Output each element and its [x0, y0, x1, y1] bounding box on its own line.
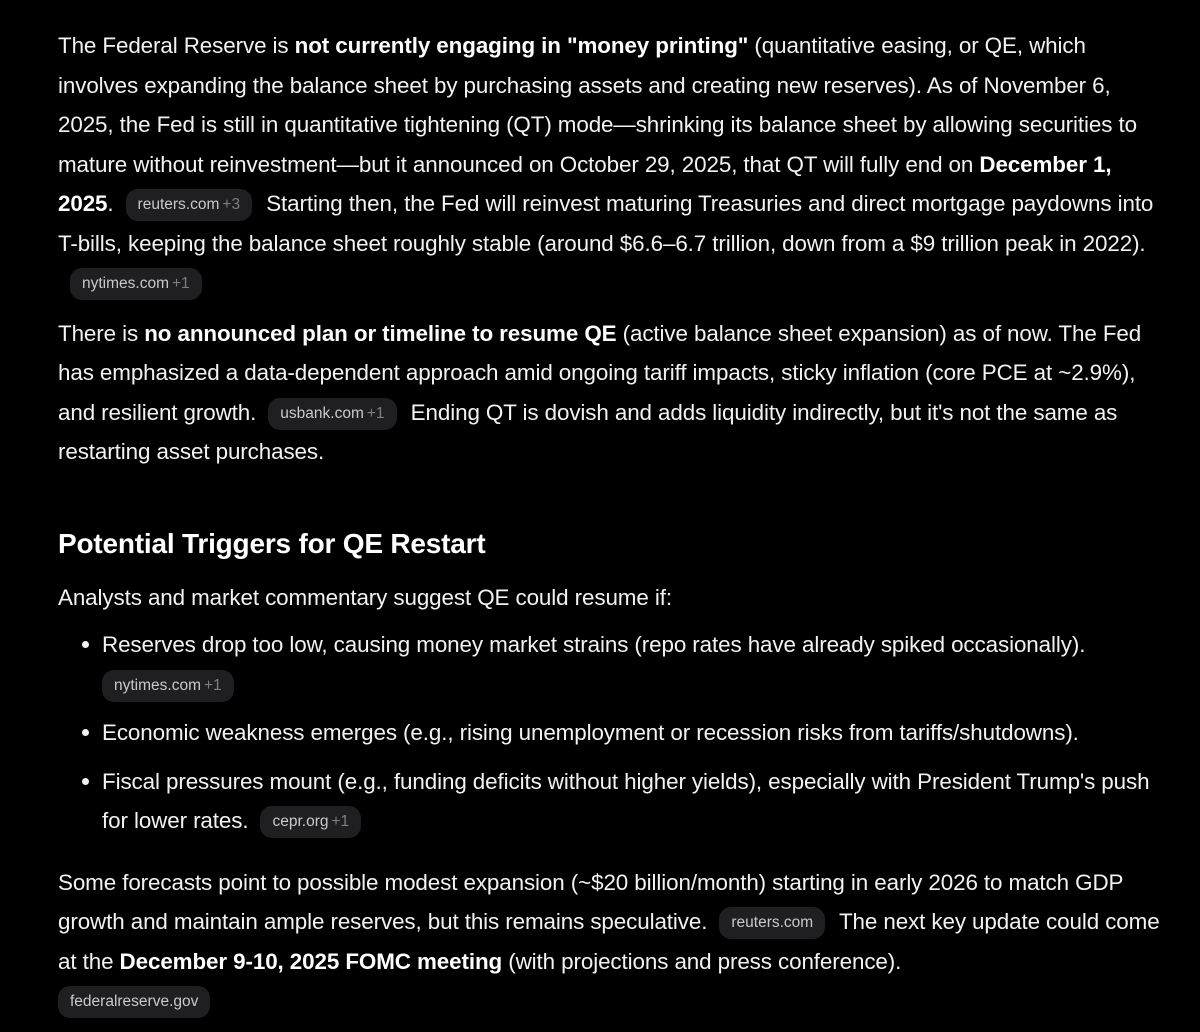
paragraph-forecast [58, 863, 1160, 1021]
citation-count: +3 [222, 196, 241, 213]
text: There is [58, 320, 145, 346]
bold-text: no announced plan or timeline to resume QE [144, 320, 617, 346]
citation-source: cepr.org [272, 813, 329, 830]
section-intro: Analysts and market commentary suggest QE could resume if: [58, 584, 672, 610]
text: (quantitative easing, or QE, which involves expanding the balance sheet by purchasing assets and creating new reserves). As of November 6, 2025, the Fed is still in quantitative tightening (QT) mode—shrinking its balance sheet by allowing securities to mature without reinvestment—but it announced on October 29, 2025, that QT will fully end on [58, 33, 1137, 177]
trigger-list [58, 625, 1160, 841]
bold-date: December 1, 2025 [58, 151, 1112, 216]
list-item-text: Fiscal pressures mount (e.g., funding deficits without higher yields), especially with President Trump's push for lower rates. [102, 768, 1150, 833]
section-heading: Potential Triggers for QE Restart [58, 527, 486, 559]
text: The Federal Reserve is [58, 33, 295, 58]
citation-count: +1 [172, 275, 190, 292]
text: (active balance sheet expansion) as of now. The Fed has emphasized a data-dependent approach amid ongoing tariff impacts, sticky inflation (core PCE at ~2.9%), and resilient growth. [58, 320, 1142, 425]
citation-count: +1 [331, 813, 350, 830]
citation-chip-reuters[interactable] [126, 189, 253, 221]
text: Some forecasts point to possible modest expansion (~$20 billion/month) starting in early 2026 to match GDP growth and maintain ample reserves, but this remains speculative. [58, 869, 1123, 934]
citation-source: nytimes.com [82, 275, 169, 292]
citation-chip-usbank[interactable] [268, 398, 396, 430]
text: (with projections and press conference). [502, 948, 902, 974]
text: Ending QT is dovish and adds liquidity indirectly, but it's not the same as restarting asset purchases. [58, 399, 1118, 464]
text: The next key update could come at the [58, 909, 1160, 974]
citation-chip-reuters[interactable] [719, 907, 825, 939]
citation-chip-cepr[interactable] [260, 806, 361, 838]
list-item [102, 625, 1160, 704]
citation-source: reuters.com [731, 914, 814, 931]
citation-count: +1 [204, 676, 222, 694]
bold-text: not currently engaging in "money printing" [294, 33, 749, 58]
list-item [102, 713, 1160, 753]
bold-text: December 9-10, 2025 FOMC meeting [119, 948, 503, 974]
paragraph-qe-plan [58, 314, 1160, 472]
list-item-text: Reserves drop too low, causing money market strains (repo rates have already spiked occasionally). [102, 632, 1086, 657]
text: . [107, 191, 114, 216]
citation-chip-nytimes[interactable] [102, 670, 234, 702]
list-item-text: Economic weakness emerges (e.g., rising unemployment or recession risks from tariffs/shutdowns). [102, 720, 1079, 745]
citation-source: reuters.com [137, 196, 220, 213]
paragraph-fed-status [58, 26, 1160, 303]
citation-chip-nytimes[interactable] [70, 268, 202, 300]
citation-source: federalreserve.gov [70, 993, 199, 1010]
citation-chip-federalreserve[interactable] [58, 986, 210, 1018]
citation-count: +1 [366, 404, 385, 422]
citation-source: nytimes.com [114, 676, 201, 694]
text: Starting then, the Fed will reinvest maturing Treasuries and direct mortgage paydowns into T-bills, keeping the balance sheet roughly stable (around $6.6–6.7 trillion, down from a $9 trillion peak in 2022). [58, 191, 1154, 256]
citation-source: usbank.com [280, 404, 364, 422]
list-item [102, 762, 1160, 841]
